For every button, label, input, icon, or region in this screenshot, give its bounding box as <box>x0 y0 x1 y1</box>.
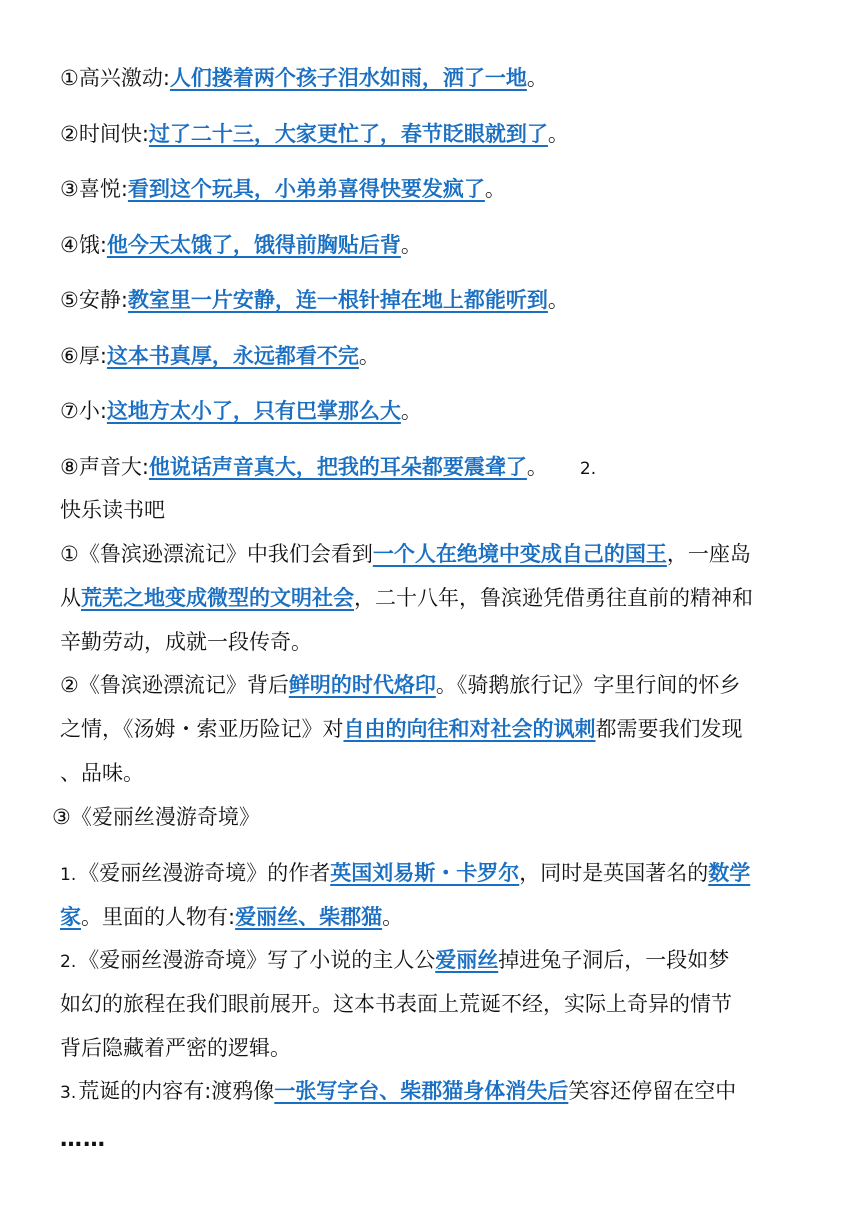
item-number: 1. <box>60 865 77 885</box>
q1-line-2 <box>60 903 403 931</box>
text-span: 从 <box>60 586 81 610</box>
idiom-line-8 <box>60 453 596 483</box>
section-title: 快乐读书吧 <box>60 498 165 522</box>
answer-span: 爱丽丝、柴郡猫 <box>235 905 383 929</box>
text-span: 笑容还停留在空中 <box>568 1079 737 1103</box>
section-number: 2. <box>579 459 597 479</box>
answer-span: 英国刘易斯・卡罗尔 <box>330 861 520 885</box>
answer-span: 一张写字台、柴郡猫身体消失后 <box>274 1079 569 1103</box>
idiom-line-1 <box>60 64 548 92</box>
idiom-answer: 他今天太饿了，饿得前胸贴后背 <box>106 233 401 257</box>
text-span: ，二十八年，鲁滨逊凭借勇往直前的精神和 <box>354 586 753 610</box>
text-span: 之情，《汤姆・索亚历险记》对 <box>60 717 344 741</box>
idiom-line-6 <box>60 342 380 370</box>
idiom-line-7 <box>60 397 422 425</box>
idiom-answer: 教室里一片安静，连一根针掉在地上都能听到 <box>127 288 548 312</box>
q2-line-2: 如幻的旅程在我们眼前展开。这本书表面上荒诞不经，实际上奇异的情节 <box>60 992 732 1016</box>
idiom-end: 。 <box>484 177 506 201</box>
idiom-answer: 这地方太小了，只有巴掌那么大 <box>106 399 401 423</box>
paragraph-2-line-2 <box>60 715 743 743</box>
item-number: 3. <box>60 1083 77 1103</box>
text-span: 掉进兔子洞后，一段如梦 <box>498 948 730 972</box>
answer-span: 自由的向往和对社会的讽刺 <box>343 717 596 741</box>
answer-span: 爱丽丝 <box>435 948 499 972</box>
idiom-label: ⑥厚: <box>60 344 107 368</box>
paragraph-2-line-1 <box>60 671 740 699</box>
idiom-end: 。 <box>400 233 422 257</box>
answer-span: 家 <box>60 905 81 929</box>
idiom-answer: 过了二十三，大家更忙了，春节眨眼就到了 <box>148 122 548 146</box>
q3-line-1 <box>60 1077 736 1107</box>
idiom-label: ④饿: <box>60 233 107 257</box>
idiom-end: 。 <box>547 122 569 146</box>
idiom-answer: 看到这个玩具，小弟弟喜得快要发疯了 <box>127 177 485 201</box>
idiom-label: ⑧声音大: <box>60 455 149 479</box>
text-span: 都需要我们发现 <box>595 717 743 741</box>
idiom-answer: 他说话声音真大，把我的耳朵都要震聋了 <box>148 455 527 479</box>
q1-line-1 <box>60 859 750 889</box>
text-span: 。《骑鹅旅行记》字里行间的怀乡 <box>435 673 741 697</box>
idiom-line-2 <box>60 120 569 148</box>
idiom-end: 。 <box>547 288 569 312</box>
idiom-line-4 <box>60 231 422 259</box>
idiom-line-5 <box>60 286 569 314</box>
text-span: 。里面的人物有: <box>81 905 236 929</box>
item-number: 2. <box>60 952 77 972</box>
idiom-end: 。 <box>526 455 548 479</box>
text-span: 。 <box>382 905 404 929</box>
q2-line-1 <box>60 946 729 976</box>
idiom-label: ⑤安静: <box>60 288 128 312</box>
idiom-answer: 人们搂着两个孩子泪水如雨，洒了一地 <box>169 66 527 90</box>
idiom-label: ⑦小: <box>60 399 107 423</box>
text-span: ①《鲁滨逊漂流记》中我们会看到 <box>60 542 373 566</box>
text-span: ，同时是英国著名的 <box>519 861 709 885</box>
paragraph-2-line-3: 、品味。 <box>60 761 144 785</box>
paragraph-3-title: ③《爱丽丝漫游奇境》 <box>52 805 260 829</box>
text-span: 荒诞的内容有:渡鸦像 <box>78 1079 275 1103</box>
answer-span: 数学 <box>708 861 751 885</box>
answer-span: 荒芜之地变成微型的文明社会 <box>81 586 354 610</box>
text-span: 《爱丽丝漫游奇境》写了小说的主人公 <box>78 948 436 972</box>
idiom-label: ①高兴激动: <box>60 66 170 90</box>
text-span: ②《鲁滨逊漂流记》背后 <box>60 673 289 697</box>
answer-span: 鲜明的时代烙印 <box>288 673 436 697</box>
paragraph-1-line-3: 辛勤劳动，成就一段传奇。 <box>60 630 312 654</box>
ellipsis: …… <box>60 1127 106 1152</box>
text-span: 《爱丽丝漫游奇境》的作者 <box>78 861 331 885</box>
idiom-label: ③喜悦: <box>60 177 128 201</box>
paragraph-1-line-2 <box>60 584 753 612</box>
idiom-label: ②时间快: <box>60 122 149 146</box>
idiom-end: 。 <box>526 66 548 90</box>
answer-span: 一个人在绝境中变成自己的国王 <box>372 542 667 566</box>
paragraph-1-line-1 <box>60 540 751 568</box>
idiom-end: 。 <box>358 344 380 368</box>
text-span: ，一座岛 <box>666 542 751 566</box>
q2-line-3: 背后隐藏着严密的逻辑。 <box>60 1036 291 1060</box>
idiom-answer: 这本书真厚，永远都看不完 <box>106 344 359 368</box>
idiom-line-3 <box>60 175 506 203</box>
idiom-end: 。 <box>400 399 422 423</box>
